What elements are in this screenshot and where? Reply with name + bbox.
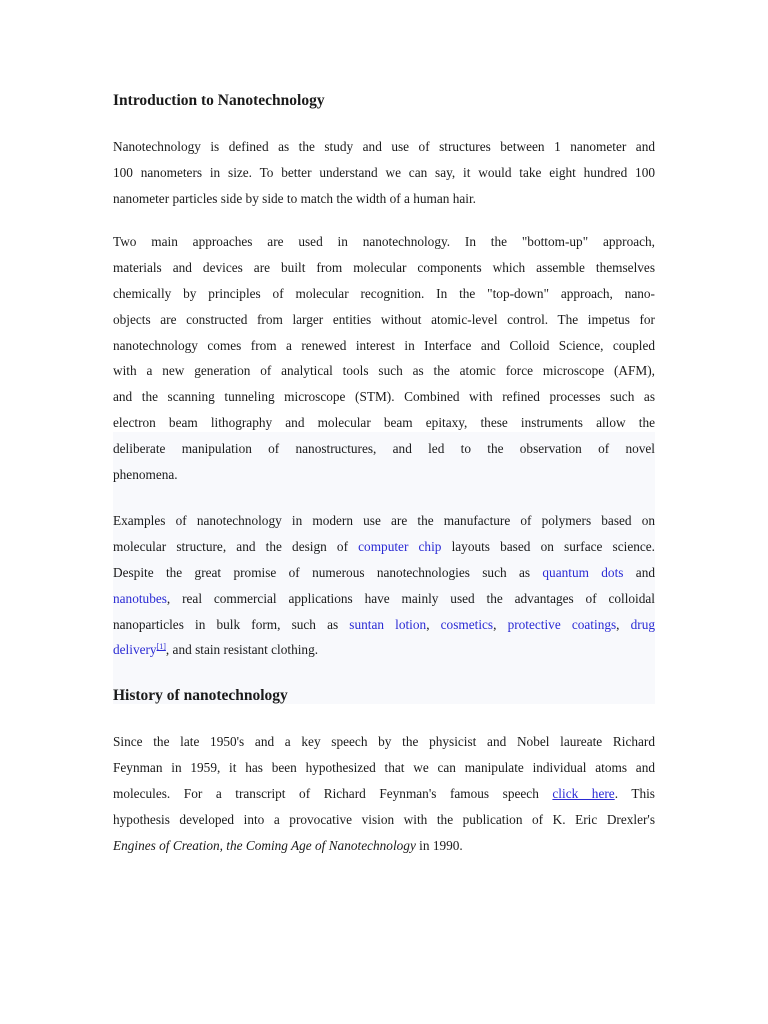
link-click-here[interactable]: click here [552, 785, 615, 801]
text-line: chemically by principles of molecular recognition. In the "top-down" approach, nano- [113, 285, 655, 301]
text-line: Engines of Creation, the Coming Age of Nanotechnology in 1990. [113, 837, 463, 853]
link-drug-delivery-cont[interactable]: delivery [113, 642, 157, 658]
text-line: nanotechnology comes from a renewed interest in Interface and Colloid Science, coupled [113, 337, 655, 353]
text-line: Two main approaches are used in nanotechnology. In the "bottom-up" approach, [113, 234, 655, 249]
paragraph-history [113, 729, 655, 858]
text-line: materials and devices are built from molecular components which assemble themselves [113, 259, 655, 275]
book-title: Engines of Creation, the Coming Age of Nanotechnology [113, 837, 416, 853]
text-line: phenomena. [113, 467, 178, 483]
text-line: delivery[1], and stain resistant clothing. [113, 642, 319, 658]
section-heading-history: History of nanotechnology [113, 687, 288, 704]
link-drug-delivery[interactable]: drug [630, 616, 655, 632]
text-line: Feynman in 1959, it has been hypothesized that we can manipulate individual atoms and [113, 759, 655, 775]
paragraph-approaches [113, 229, 655, 488]
text-line: and the scanning tunneling microscope (STM). Combined with refined processes such as [113, 389, 655, 405]
text-line: molecules. For a transcript of Richard Feynman's famous speech click here. This [113, 785, 655, 801]
paragraph-definition [113, 134, 655, 212]
link-nanotubes[interactable]: nanotubes [113, 590, 167, 606]
text-line: molecular structure, and the design of computer chip layouts based on surface science. [113, 538, 655, 554]
page-title: Introduction to Nanotechnology [113, 92, 325, 109]
link-cosmetics[interactable]: cosmetics [440, 616, 494, 632]
reference-link[interactable]: [1] [156, 642, 166, 652]
text-line: nanoparticles in bulk form, such as suntan lotion, cosmetics, protective coatings, drug [113, 616, 655, 632]
text-line: Since the late 1950's and a key speech by the physicist and Nobel laureate Richard [113, 734, 655, 749]
text-line: nanotubes, real commercial applications have mainly used the advantages of colloidal [113, 590, 655, 606]
link-protective-coatings[interactable]: protective coatings [507, 616, 617, 632]
text-line: Despite the great promise of numerous nanotechnologies such as quantum dots and [113, 564, 655, 580]
text-line: with a new generation of analytical tools such as the atomic force microscope (AFM), [113, 363, 655, 379]
text-line: deliberate manipulation of nanostructures, and led to the observation of novel [113, 441, 655, 457]
text-line: Nanotechnology is defined as the study and use of structures between 1 nanometer and [113, 139, 655, 154]
text-line: Examples of nanotechnology in modern use are the manufacture of polymers based on [113, 513, 655, 528]
text-line: nanometer particles side by side to match the width of a human hair. [113, 190, 476, 206]
link-suntan-lotion[interactable]: suntan lotion [349, 616, 427, 632]
link-computer-chip[interactable]: computer chip [358, 538, 442, 554]
text-line: objects are constructed from larger entities without atomic-level control. The impetus for [113, 311, 655, 327]
text-line: electron beam lithography and molecular beam epitaxy, these instruments allow the [113, 415, 655, 431]
text-line: hypothesis developed into a provocative vision with the publication of K. Eric Drexler's [113, 811, 655, 827]
paragraph-examples [113, 508, 655, 663]
link-quantum-dots[interactable]: quantum dots [542, 564, 624, 580]
text-line: 100 nanometers in size. To better understand we can say, it would take eight hundred 100 [113, 164, 655, 180]
